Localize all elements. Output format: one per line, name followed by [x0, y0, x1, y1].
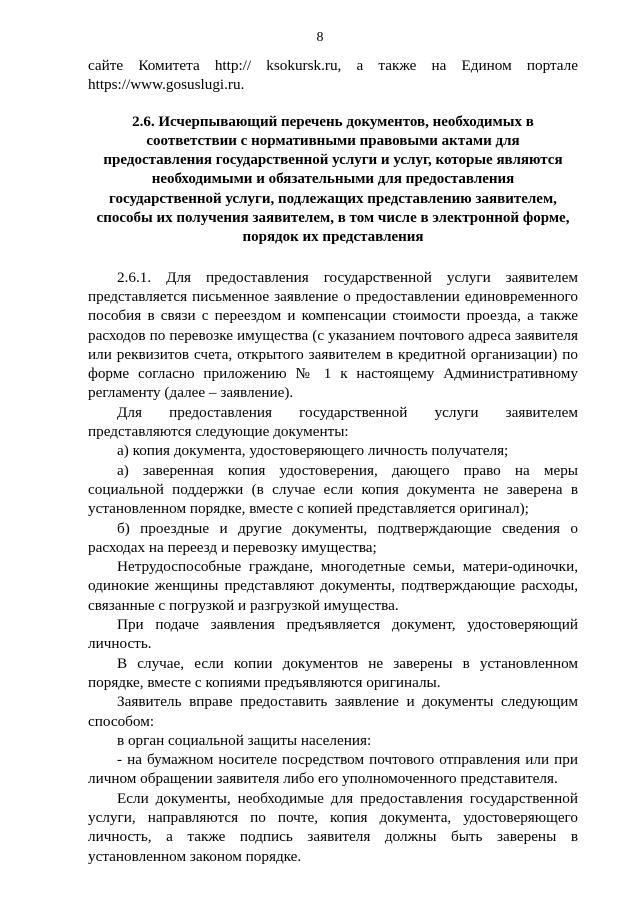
- list-item-a-2: а) заверенная копия удостоверения, дающего право на меры социальной поддержки (в случае если копия документа не заверена в установленном порядке, вместе с копией представляется оригинал);: [88, 461, 578, 518]
- document-body: [88, 56, 578, 866]
- paragraph-identity-document: При подаче заявления предъявляется документ, удостоверяющий личность.: [88, 616, 578, 653]
- paragraph-postal-certification: Если документы, необходимые для предоставления государственной услуги, направляются по почте, копия документа, удостоверяющего личность, а также подпись заявителя должны быть заверены в установленном законом порядке.: [88, 789, 578, 865]
- list-item-a-1: а) копия документа, удостоверяющего личность получателя;: [117, 442, 509, 460]
- paragraph-paper-medium: - на бумажном носителе посредством почтового отправления или при личном обращении заявителя либо его уполномоченного представителя.: [88, 751, 578, 788]
- paragraph-submission-method: Заявитель вправе предоставить заявление и документы следующим способом:: [88, 693, 578, 730]
- list-item-b: б) проездные и другие документы, подтверждающие сведения о расходах на переезд и перевозку имущества;: [88, 519, 578, 556]
- paragraph-social-protection: в орган социальной защиты населения:: [117, 731, 372, 749]
- paragraph-uncertified-copies: В случае, если копии документов не заверены в установленном порядке, вместе с копиями предъявляются оригиналы.: [88, 654, 578, 691]
- intro-line-2: https://www.gosuslugi.ru.: [88, 76, 245, 94]
- page-number: 8: [316, 30, 324, 45]
- intro-line-1: сайте Комитета http:// ksokursk.ru, а также на Едином портале: [88, 57, 578, 74]
- paragraph-disabled-citizens: Нетрудоспособные граждане, многодетные семьи, матери-одиночки, одинокие женщины представляют документы, подтверждающие расходы, связанные с погрузкой и разгрузкой имущества.: [88, 558, 578, 614]
- paragraph-documents-intro: Для предоставления государственной услуги заявителем представляются следующие документы:: [88, 403, 578, 441]
- section-heading: 2.6. Исчерпывающий перечень документов, необходимых в соответствии с нормативными правовыми актами для предоставления государственной услуги и услуг, которые являются необходимыми и обязательными для предоставления государственной услуги, подлежащих представлению заявителем, способы их получения заявителем, в том числе в электронной форме, порядок их представления: [96, 113, 570, 246]
- paragraph-2-6-1: 2.6.1. Для предоставления государственной услуги заявителем представляется письменное заявление о предоставлении единовременного пособия в связи с переездом и компенсации стоимости проезда, а также расходов по перевозке имущества (с указанием почтового адреса заявителя или реквизитов счета, открытого заявителем в кредитной организации) по форме согласно приложению № 1 к настоящему Административному регламенту (далее – заявление).: [88, 268, 578, 402]
